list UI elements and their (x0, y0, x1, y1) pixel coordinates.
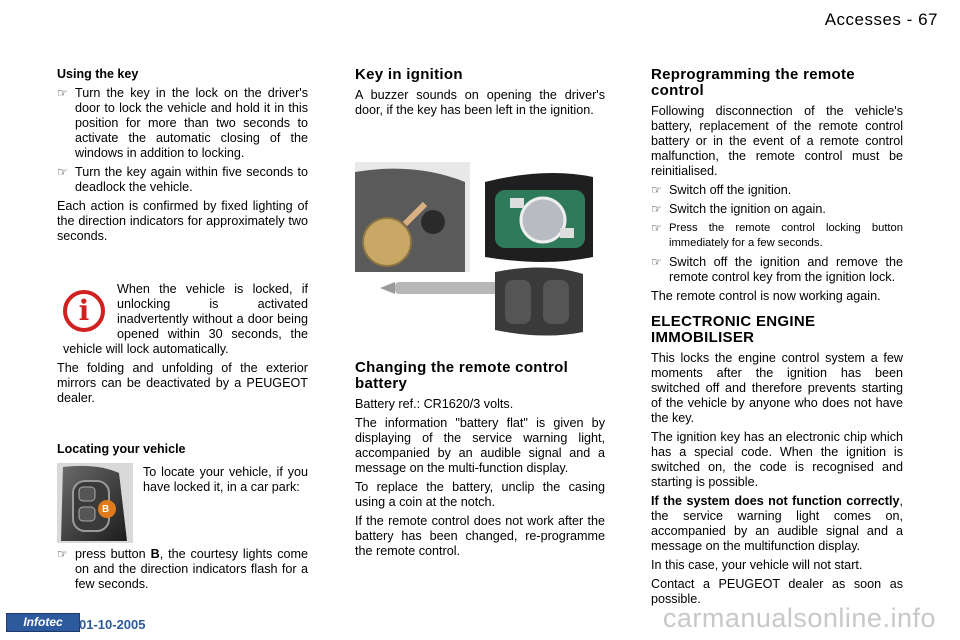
immobiliser-warning-rest: , the service warning light comes on, accompanied by an audible signal and a message on the multifunction display. (651, 494, 903, 553)
press-button-letter: B (150, 547, 160, 561)
pointing-hand-icon: ☞ (651, 255, 662, 269)
immobiliser-heading: ELECTRONIC ENGINE IMMOBILISER (651, 313, 816, 346)
reprog-bullet-4 (651, 255, 903, 285)
reprogramming-heading: Reprogramming the remote control (651, 66, 855, 99)
using-key-bullet-2 (57, 165, 308, 195)
reprog-bullet-2 (651, 202, 903, 217)
battery-paragraph-2: To replace the battery, unclip the casing using a coin at the notch. (355, 480, 605, 509)
press-suffix: , the courtesy lights come on and the direction indicators flash for a few seconds. (75, 547, 309, 591)
immobiliser-paragraph-1: This locks the engine control system a few moments after the ignition has been switched off and therefore prevents starting of the vehicle by anyone who does not have the key. (651, 351, 903, 425)
mirrors-paragraph: The folding and unfolding of the exterior mirrors can be deactivated by a PEUGEOT dealer. (57, 361, 308, 405)
bullet-text: Switch off the ignition. (669, 183, 792, 197)
immobiliser-warning-bold: If the system does not function correctly (651, 494, 900, 508)
reprogramming-paragraph: Following disconnection of the vehicle's battery, replacement of the remote control battery or in the event of a remote control malfunction, the remote control must be reinitialised. (651, 104, 903, 178)
info-icon: i (63, 290, 105, 332)
battery-paragraph-3: If the remote control does not work after the battery has been changed, re-programme the remote control. (355, 514, 605, 558)
bullet-text: Turn the key in the lock on the driver's door to lock the vehicle and hold it in this position for more than two seconds to activate the automatic closing of the windows in addition to locking. (75, 86, 308, 160)
bullet-text: Switch the ignition on again. (669, 202, 826, 216)
bullet-text: Switch off the ignition and remove the remote control key from the ignition lock. (669, 255, 903, 284)
column-2 (355, 67, 605, 563)
key-in-ignition-paragraph: A buzzer sounds on opening the driver's door, if the key has been left in the ignition. (355, 88, 605, 117)
pointing-hand-icon: ☞ (651, 221, 662, 235)
using-key-paragraph: Each action is confirmed by fixed lighting of the direction indicators for approximately two seconds. (57, 199, 308, 243)
page-header (825, 10, 938, 30)
edition-date: 01-10-2005 (79, 617, 146, 632)
locating-heading: Locating your vehicle (57, 442, 186, 456)
column-3 (651, 67, 903, 611)
pointing-hand-icon: ☞ (651, 202, 662, 216)
battery-ref: Battery ref.: CR1620/3 volts. (355, 397, 514, 411)
remote-key-illustration (355, 162, 595, 342)
info-text: When the vehicle is locked, if unlocking is activated inadvertently without a door being opened within 30 seconds, the vehicle will lock automatically. (63, 282, 308, 356)
column-1 (57, 67, 308, 596)
infotec-logo: Infotec (6, 613, 80, 632)
immobiliser-paragraph-4: In this case, your vehicle will not start. (651, 558, 863, 572)
immobiliser-paragraph-5: Contact a PEUGEOT dealer as soon as possible. (651, 577, 903, 606)
bullet-text: Press the remote control locking button immediately for a few seconds. (669, 222, 903, 249)
immobiliser-paragraph-2: The ignition key has an electronic chip which has a special code. When the ignition is switched on, the code is recognised and starting is possible. (651, 430, 903, 489)
page-number: 67 (918, 10, 938, 29)
pointing-hand-icon: ☞ (651, 183, 662, 197)
pointing-hand-icon: ☞ (57, 547, 68, 561)
reprog-bullet-1 (651, 183, 903, 198)
header-separator: - (906, 10, 913, 29)
using-key-heading: Using the key (57, 67, 139, 81)
section-title: Accesses (824, 10, 902, 29)
bullet-text: Turn the key again within five seconds to deadlock the vehicle. (75, 165, 308, 194)
info-note (57, 282, 308, 357)
button-b-label: B (102, 504, 110, 515)
using-key-bullet-1 (57, 86, 308, 161)
reprog-bullet-3 (651, 221, 903, 251)
immobiliser-paragraph-3 (651, 494, 903, 554)
key-in-ignition-heading: Key in ignition (355, 66, 463, 83)
locating-text: To locate your vehicle, if you have locked it, in a car park: (143, 465, 308, 494)
battery-heading: Changing the remote control battery (355, 359, 569, 392)
watermark: carmanualsonline.info (662, 603, 936, 633)
pointing-hand-icon: ☞ (57, 86, 68, 100)
press-prefix: press button (75, 547, 151, 561)
reprogramming-done: The remote control is now working again. (651, 289, 881, 303)
pointing-hand-icon: ☞ (57, 165, 68, 179)
battery-paragraph-1: The information "battery flat" is given by displaying of the service warning light, accompanied by an audible signal and a message on the multi-function display. (355, 416, 605, 475)
key-fob-image (57, 463, 133, 543)
press-button-bullet (57, 547, 308, 592)
locating-block (57, 461, 308, 547)
